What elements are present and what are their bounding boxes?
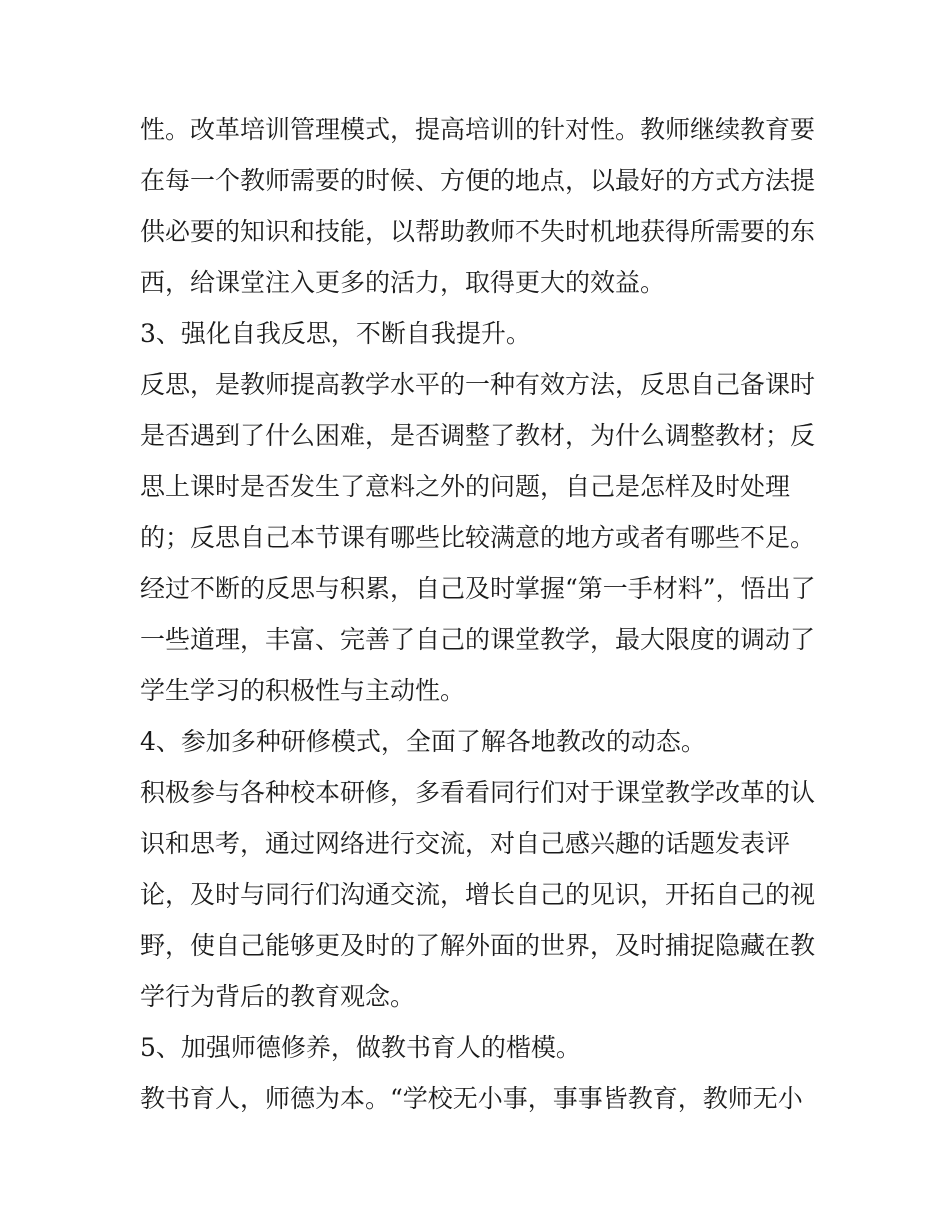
text-line: 西，给课堂注入更多的活力，取得更大的效益。	[140, 268, 666, 297]
section-heading-4: 4、参加多种研修模式，全面了解各地教改的动态。	[140, 727, 706, 756]
section-heading-3: 3、强化自我反思，不断自我提升。	[140, 319, 531, 348]
section-heading-5: 5、加强师德修养，做教书育人的楷模。	[140, 1033, 581, 1062]
text-line: 思上课时是否发生了意料之外的问题，自己是怎样及时处理	[140, 472, 791, 501]
text-line: 一些道理，丰富、完善了自己的课堂教学，最大限度的调动了	[140, 625, 816, 654]
text-line: 性。改革培训管理模式，提高培训的针对性。教师继续教育要	[140, 115, 816, 144]
text-line: 学行为背后的教育观念。	[140, 982, 416, 1011]
text-line: 教书育人，师德为本。“学校无小事，事事皆教育，教师无小	[140, 1084, 803, 1113]
text-line: 供必要的知识和技能，以帮助教师不失时机地获得所需要的东	[140, 217, 816, 246]
text-line: 经过不断的反思与积累，自己及时掌握“第一手材料”，悟出了	[140, 574, 816, 603]
text-line: 是否遇到了什么困难，是否调整了教材，为什么调整教材；反	[140, 421, 816, 450]
text-line: 的；反思自己本节课有哪些比较满意的地方或者有哪些不足。	[140, 523, 816, 552]
text-line: 论，及时与同行们沟通交流，增长自己的见识，开拓自己的视	[140, 880, 816, 909]
text-line: 积极参与各种校本研修，多看看同行们对于课堂教学改革的认	[140, 778, 816, 807]
text-line: 学生学习的积极性与主动性。	[140, 676, 466, 705]
text-line: 在每一个教师需要的时候、方便的地点，以最好的方式方法提	[140, 166, 816, 195]
text-line: 反思，是教师提高教学水平的一种有效方法，反思自己备课时	[140, 370, 816, 399]
text-line: 野，使自己能够更及时的了解外面的世界，及时捕捉隐藏在教	[140, 931, 816, 960]
text-line: 识和思考，通过网络进行交流，对自己感兴趣的话题发表评	[140, 829, 791, 858]
